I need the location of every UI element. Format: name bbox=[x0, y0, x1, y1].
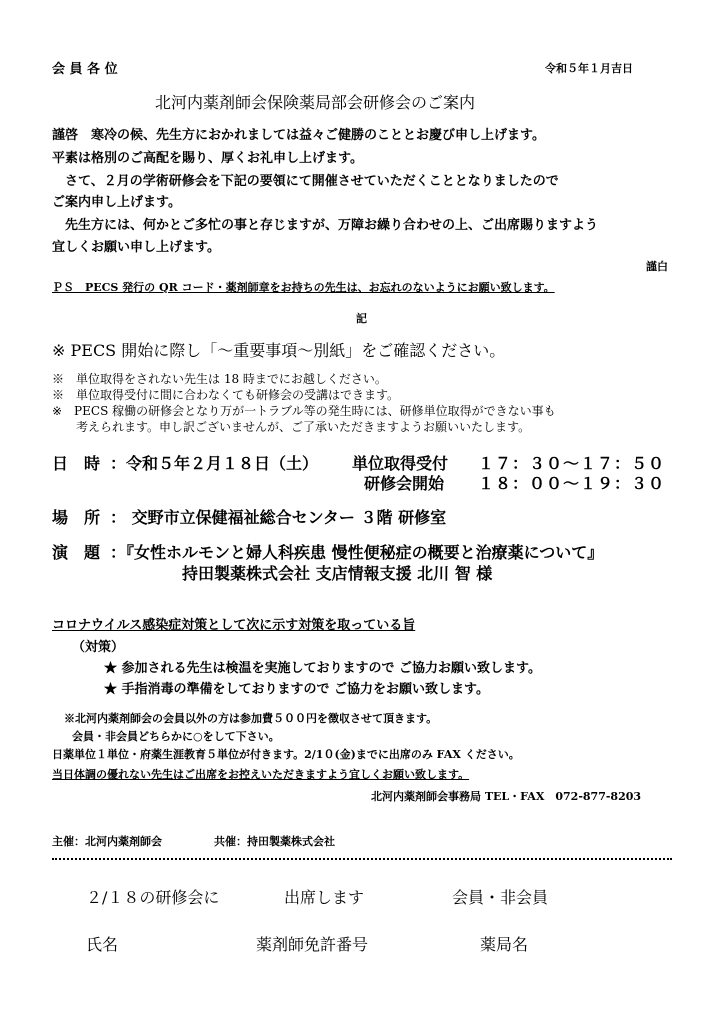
cohost: 共催：持田製薬株式会社 bbox=[214, 835, 335, 848]
reception-time: １７：３０～１７：５０ bbox=[478, 454, 666, 473]
form-pharmacy-label: 薬局名 bbox=[480, 935, 529, 954]
fee-line-3: 日薬単位１単位・府薬生涯教育５単位が付きます。2/1０(金)までに出席のみ FAX ください。 bbox=[52, 748, 520, 761]
venue-label: 場 所 bbox=[52, 508, 101, 527]
form-event: ２/１８の研修会に bbox=[86, 888, 220, 907]
note-4: 考えられます。申し訳ございませんが、ご了承いただきますようお願いいたします。 bbox=[52, 420, 531, 434]
venue-value: ： 交野市立保健福祉総合センター ３階 研修室 bbox=[110, 508, 447, 527]
note-2: ※ 単位取得受付に間に合わなくても研修会の受講はできます。 bbox=[52, 388, 400, 402]
greeting-line-4: ご案内申し上げます。 bbox=[52, 195, 181, 210]
speaker: 持田製薬株式会社 支店情報支援 北川 智 様 bbox=[182, 564, 493, 583]
ki-mark: 記 bbox=[356, 312, 367, 325]
greeting-line-3: さて、２月の学術研修会を下記の要領にて開催させていただくこととなりましたので bbox=[52, 174, 559, 189]
greeting-line-5: 先生方には、何かとご多忙の事と存じますが、万障お繰り合わせの上、ご出席賜りますよう bbox=[52, 218, 599, 233]
host: 主催：北河内薬剤師会 bbox=[52, 835, 162, 848]
addressee: 会 員 各 位 bbox=[52, 62, 118, 77]
start-time: １８：００～１９：３０ bbox=[478, 474, 666, 493]
closing-word: 謹白 bbox=[646, 260, 668, 273]
page-title: 北河内薬剤師会保険薬局部会研修会のご案内 bbox=[155, 93, 476, 112]
topic-label: 演 題 bbox=[52, 543, 101, 562]
form-name-label: 氏名 bbox=[86, 935, 119, 954]
note-3: ※ PECS 稼働の研修会となり万が一トラブル等の発生時には、研修単位取得ができない事も bbox=[52, 404, 556, 418]
datetime-label: 日 時 bbox=[52, 454, 101, 473]
fee-line-1: ※北河内薬剤師会の会員以外の方は参加費５００円を徴収させて頂きます。 bbox=[64, 712, 438, 725]
form-attend: 出席します bbox=[284, 888, 365, 907]
fee-line-4: 当日体調の優れない先生はご出席をお控えいただきますよう宜しくお願い致します。 bbox=[52, 768, 470, 781]
form-member: 会員・非会員 bbox=[452, 888, 549, 907]
reception-label: 単位取得受付 bbox=[352, 454, 449, 473]
greeting-line-6: 宜しくお願い申し上げます。 bbox=[52, 240, 220, 255]
issue-date: 令和５年１月吉日 bbox=[545, 62, 633, 75]
start-label: 研修会開始 bbox=[364, 474, 445, 493]
form-license-label: 薬剤師免許番号 bbox=[256, 935, 369, 954]
pecs-heading: ※ PECS 開始に際し「～重要事項～別紙」をご確認ください。 bbox=[52, 341, 506, 360]
fee-line-2: 会員・非会員どちらかに○をして下さい。 bbox=[72, 730, 280, 743]
topic-value: ：『女性ホルモンと婦人科疾患 慢性便秘症の概要と治療薬について』 bbox=[110, 543, 604, 562]
contact-info: 北河内薬剤師会事務局 TEL・FAX 072-877-8203 bbox=[371, 790, 642, 803]
covid-sub: （対策） bbox=[72, 640, 125, 655]
cut-line bbox=[52, 858, 672, 860]
covid-item-2: ★ 手指消毒の準備をしておりますので ご協力をお願い致します。 bbox=[104, 682, 490, 697]
ps-note: ＰＳ PECS 発行の QR コード・薬剤師章をお持ちの先生は、お忘れのないようにお願い致します。 bbox=[52, 281, 555, 294]
covid-heading: コロナウイルス感染症対策として次に示す対策を取っている旨 bbox=[52, 618, 416, 633]
greeting-line-1: 謹啓 寒冷の候、先生方におかれましては益々ご健勝のこととお慶び申し上げます。 bbox=[52, 128, 545, 143]
covid-item-1: ★ 参加される先生は検温を実施しておりますので ご協力お願い致します。 bbox=[104, 661, 542, 676]
datetime-date: ：令和５年２月１８日（土） bbox=[110, 454, 319, 473]
note-1: ※ 単位取得をされない先生は 18 時までにお越しください。 bbox=[52, 372, 387, 386]
greeting-line-2: 平素は格別のご高配を賜り、厚くお礼申し上げます。 bbox=[52, 151, 363, 166]
